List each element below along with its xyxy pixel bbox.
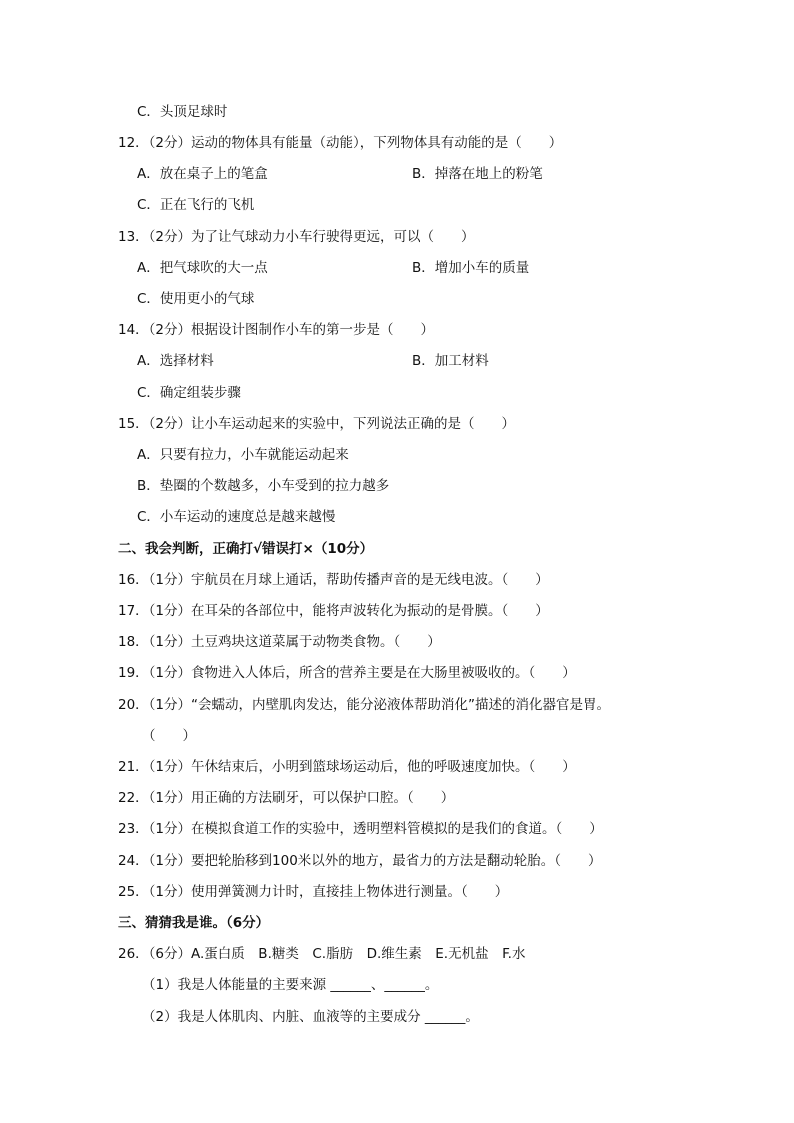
question-24: 24．（1分）要把轮胎移到100米以外的地方，最省力的方法是翻动轮胎。（ ）: [118, 853, 602, 869]
q12-option-a: A．放在桌子上的笔盒: [137, 166, 268, 182]
question-20: 20．（1分）“会蠕动，内壁肌肉发达，能分泌液体帮助消化”描述的消化器官是胃。: [118, 697, 611, 713]
question-26-part-1: （1）我是人体能量的主要来源 ______、______。: [142, 977, 439, 993]
q14-option-c: C．确定组装步骤: [137, 385, 241, 401]
question-18: 18．（1分）土豆鸡块这道菜属于动物类食物。（ ）: [118, 634, 441, 650]
question-25: 25．（1分）使用弹簧测力计时，直接挂上物体进行测量。（ ）: [118, 884, 509, 900]
question-21: 21．（1分）午休结束后，小明到篮球场运动后，他的呼吸速度加快。（ ）: [118, 759, 576, 775]
q15-option-b: B．垫圈的个数越多，小车受到的拉力越多: [137, 478, 390, 494]
q12-option-c: C．正在飞行的飞机: [137, 197, 255, 213]
question-15: 15．（2分）让小车运动起来的实验中，下列说法正确的是（ ）: [118, 416, 516, 432]
q13-option-b: B．增加小车的质量: [412, 260, 530, 276]
section-2-heading: 二、我会判断，正确打√错误打×（10分）: [118, 541, 374, 557]
question-16: 16．（1分）宇航员在月球上通话，帮助传播声音的是无线电波。（ ）: [118, 572, 549, 588]
q13-option-c: C．使用更小的气球: [137, 291, 255, 307]
question-12: 12．（2分）运动的物体具有能量（动能），下列物体具有动能的是（ ）: [118, 135, 563, 151]
question-26: 26．（6分）A.蛋白质 B.糖类 C.脂肪 D.维生素 E.无机盐 F.水: [118, 946, 526, 962]
question-20-answer-blank: （ ）: [142, 728, 196, 744]
q13-option-a: A．把气球吹的大一点: [137, 260, 268, 276]
q14-option-b: B．加工材料: [412, 353, 489, 369]
q15-option-c: C．小车运动的速度总是越来越慢: [137, 509, 336, 525]
question-14: 14．（2分）根据设计图制作小车的第一步是（ ）: [118, 322, 435, 338]
section-3-heading: 三、猜猜我是谁。（6分）: [118, 915, 270, 931]
q14-option-a: A．选择材料: [137, 353, 214, 369]
question-22: 22．（1分）用正确的方法刷牙，可以保护口腔。（ ）: [118, 790, 455, 806]
question-13: 13．（2分）为了让气球动力小车行驶得更远，可以（ ）: [118, 229, 475, 245]
question-23: 23．（1分）在模拟食道工作的实验中，透明塑料管模拟的是我们的食道。（ ）: [118, 821, 603, 837]
question-26-part-2: （2）我是人体肌肉、内脏、血液等的主要成分 ______。: [142, 1009, 479, 1025]
question-17: 17．（1分）在耳朵的各部位中，能将声波转化为振动的是骨膜。（ ）: [118, 603, 549, 619]
q11-option-c: C．头顶足球时: [137, 104, 228, 120]
question-19: 19．（1分）食物进入人体后，所含的营养主要是在大肠里被吸收的。（ ）: [118, 665, 576, 681]
q15-option-a: A．只要有拉力，小车就能运动起来: [137, 447, 349, 463]
q12-option-b: B．掉落在地上的粉笔: [412, 166, 543, 182]
